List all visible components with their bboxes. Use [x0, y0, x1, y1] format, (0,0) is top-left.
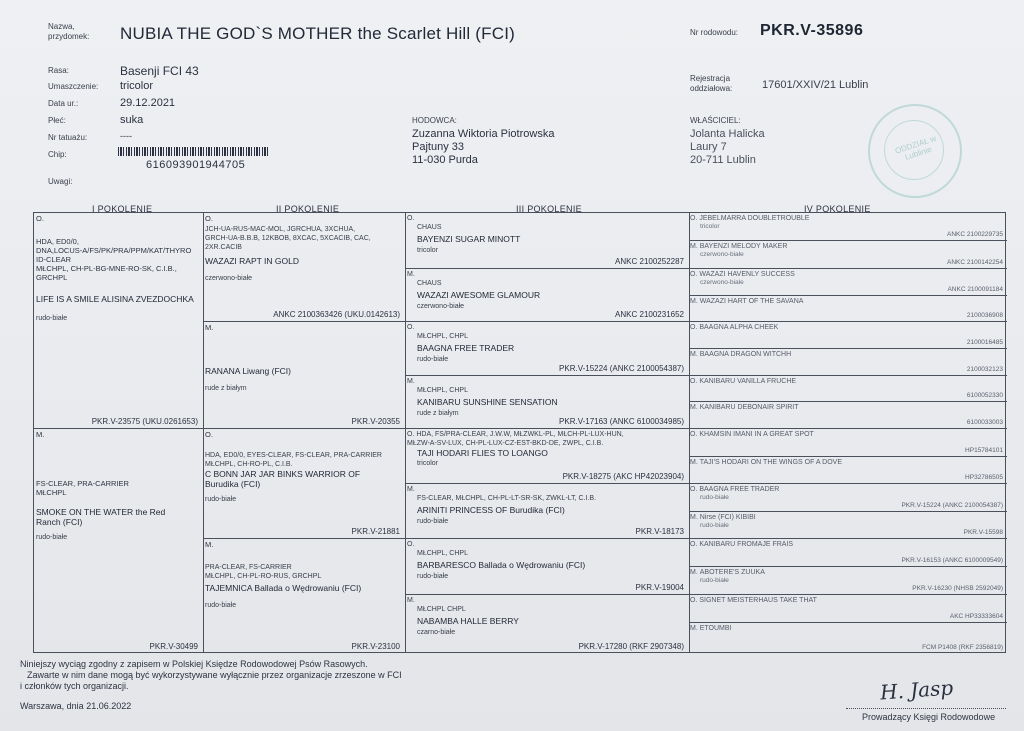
- gen3-cell-7: [407, 540, 687, 593]
- titles: HDA, ED0/0, EYES-CLEAR, FS-CLEAR, PRA-CARRIER MŁCHPL, CH-RO-PL, C.I.B.: [205, 452, 382, 468]
- registration-number: PKR.V-16153 (ANKC 6100009549): [901, 557, 1003, 564]
- gen4-cell-14: [690, 568, 1006, 593]
- dog-name: BAAGNA DRAGON WITCHH: [699, 351, 792, 358]
- registration-number: PKR.V-23100: [351, 642, 400, 651]
- titles: HDA, FS/PRA-CLEAR, J.W.W, MŁZWKL-PL, MŁCH-PL-LUX-HUN, MŁZW-A-SV-LUX, CH-PL-LUX-CZ-EST-BKD-DE, ZWPL, C.I.B.: [407, 431, 624, 447]
- sex-marker: O.: [690, 324, 698, 331]
- dog-name: KANIBARU DEBONAIR SPIRIT: [699, 404, 799, 411]
- registration-number: PKR.V-15224 (ANKC 2100054387): [901, 502, 1003, 509]
- sex-marker: O.: [205, 430, 213, 439]
- breeder-street: Pajtuny 33: [412, 141, 464, 153]
- registration-number: 6100033003: [966, 419, 1003, 426]
- owner-city: 20-711 Lublin: [690, 154, 756, 166]
- sex-marker: M.: [690, 569, 698, 576]
- sex-marker: O.: [690, 215, 698, 222]
- titles: MŁCHPL CHPL: [417, 606, 466, 613]
- registration-number: FCM P1408 (RKF 2356819): [922, 644, 1003, 651]
- sex-marker: O.: [407, 215, 415, 222]
- registration-number: ANKC 2100229735: [946, 231, 1003, 238]
- gen4-cell-12: [690, 513, 1006, 537]
- titles: CHAUS: [417, 224, 442, 231]
- pedigree-table: [33, 212, 1006, 653]
- dog-color: rudo-białe: [36, 315, 68, 322]
- dog-color: rudo-białe: [36, 534, 68, 541]
- sex-marker: O.: [36, 214, 44, 223]
- gen3-cell-8: [407, 596, 687, 652]
- sex-marker: O.: [407, 431, 415, 438]
- titles: PRA-CLEAR, FS-CARRIER MŁCHPL, CH-PL-RO-RUS, GRCHPL: [205, 564, 322, 580]
- dog-name: SIGNET MEISTERHAUS TAKE THAT: [699, 597, 817, 604]
- registration-number: ANKC 2100091184: [947, 286, 1003, 293]
- pedigree-number-label: Nr rodowodu:: [690, 28, 739, 37]
- sex-marker: O.: [690, 378, 698, 385]
- gen4-cell-5: [690, 323, 1006, 347]
- sex-marker: O.: [690, 271, 698, 278]
- notice-line-2: Zawarte w nim dane mogą być wykorzystywane wyłącznie przez organizacje zrzeszone w FCI: [27, 670, 402, 680]
- registration-number: PKR.V-15224 (ANKC 2100054387): [559, 364, 684, 373]
- titles: FS-CLEAR, MŁCHPL, CH-PL-LT-SR-SK, ZWKL-LT, C.I.B.: [417, 495, 597, 502]
- breeder-name: Zuzanna Wiktoria Piotrowska: [412, 128, 555, 140]
- dog-name: WAZAZI RAPT IN GOLD: [205, 256, 299, 266]
- dog-color: rudo-białe: [700, 522, 729, 529]
- color: tricolor: [120, 80, 154, 92]
- registration-number: PKR.V-15598: [963, 529, 1003, 536]
- gen4-cell-7: [690, 377, 1006, 400]
- sex-marker: O.: [407, 324, 415, 331]
- gen3-cell-4: [407, 377, 687, 427]
- dog-color: czerwono-białe: [700, 279, 744, 286]
- dog-color: rudo-białe: [700, 577, 729, 584]
- dob: 29.12.2021: [120, 97, 176, 109]
- notice-line-3: i członków tych organizacji.: [20, 681, 129, 691]
- registration-label: Rejestracja oddziałowa:: [690, 74, 733, 93]
- sex-marker: O.: [407, 541, 415, 548]
- registration-number: PKR.V-30499: [149, 642, 198, 651]
- sex-marker: M.: [690, 351, 698, 358]
- dog-color: czerwono-białe: [417, 303, 465, 310]
- owner-label: WŁAŚCICIEL:: [690, 116, 741, 125]
- dog-name: BAAGNA ALPHA CHEEK: [699, 324, 779, 331]
- dog-color: rudo-białe: [417, 518, 449, 525]
- registration-number: PKR.V-17280 (RKF 2907348): [578, 642, 684, 651]
- gen4-cell-1: [690, 214, 1006, 239]
- dog-color: czerwono-białe: [700, 251, 744, 258]
- registration-number: 2100032123: [966, 366, 1003, 373]
- gen3-cell-2: [407, 270, 687, 320]
- gen4-cell-13: [690, 540, 1006, 565]
- dog-name: NUBIA THE GOD`S MOTHER the Scarlet Hill (FCI): [120, 24, 516, 43]
- titles: HDA, ED0/0, DNA,LOCUS-A/FS/PK/PRA/PPM/KAT/THYRO ID-CLEAR MŁCHPL, CH-PL-BG-MNE-RO-SK, C.I.B., GRCHPL: [36, 237, 192, 282]
- signature-mark: H. Jasp: [879, 675, 954, 705]
- sex-marker: M.: [36, 430, 45, 439]
- chip-number: 616093901944705: [146, 159, 246, 171]
- titles: MŁCHPL, CHPL: [417, 550, 468, 557]
- tattoo-label: Nr tatuażu:: [48, 133, 88, 142]
- dog-name: WAZAZI HART OF THE SAVANA: [699, 298, 804, 305]
- sex-marker: O.: [690, 486, 698, 493]
- dog-name: WAZAZI HAVENLY SUCCESS: [699, 271, 795, 278]
- sex-marker: M.: [690, 459, 698, 466]
- gen4-cell-6: [690, 350, 1006, 374]
- dog-name: ABOTERE'S ZUUKA: [699, 569, 765, 576]
- registration-number: PKR.V-18173: [635, 527, 684, 536]
- dog-color: rudo-białe: [700, 494, 729, 501]
- registration-number: ANKC 2100142254: [946, 259, 1003, 266]
- sex-marker: M.: [407, 486, 415, 493]
- dog-name: BAAGNA FREE TRADER: [417, 343, 515, 353]
- owner-street: Laury 7: [690, 141, 727, 153]
- registration-number: AKC HP33333604: [949, 613, 1003, 620]
- dog-name: RANANA Liwang (FCI): [205, 366, 291, 376]
- registration-number: ANKC 2100231652: [615, 310, 684, 319]
- gen3-cell-1: [407, 214, 687, 267]
- gen2-cell-2: [205, 323, 403, 427]
- signature: [879, 675, 954, 705]
- dog-color: tricolor: [417, 460, 439, 467]
- registration-number: PKR.V-23575 (UKU.0261653): [91, 417, 198, 426]
- sex-marker: M.: [205, 540, 214, 549]
- titles: CHAUS: [417, 280, 442, 287]
- pedigree-number: PKR.V-35896: [760, 22, 864, 39]
- sex-marker: M.: [690, 625, 698, 632]
- dog-name: WAZAZI AWESOME GLAMOUR: [417, 290, 541, 300]
- dog-color: czarno-białe: [417, 629, 456, 636]
- registration-number: ANKC 2100252287: [615, 257, 684, 266]
- dog-color: rudo-białe: [205, 602, 237, 609]
- gen1-dam: [36, 430, 201, 652]
- sex-marker: O.: [690, 431, 698, 438]
- dog-name: Nirse (FCI) KIBIBI: [699, 514, 756, 521]
- gen4-cell-15: [690, 596, 1006, 621]
- dog-name: NABAMBA HALLE BERRY: [417, 616, 519, 626]
- dog-color: rudo-białe: [205, 496, 237, 503]
- sex-marker: M.: [690, 404, 698, 411]
- dog-color: rude z białym: [205, 385, 247, 392]
- dog-name: TAJEMNICA Ballada o Wędrowaniu (FCI): [205, 583, 362, 593]
- gen2-header: II POKOLENIE: [276, 204, 340, 214]
- sex-marker: M.: [407, 597, 415, 604]
- dog-name: JEBELMARRA DOUBLETROUBLE: [699, 215, 810, 222]
- tattoo: ----: [120, 131, 132, 141]
- gen2-cell-3: [205, 430, 403, 537]
- sex-label: Płeć:: [48, 116, 66, 125]
- notice-line-1: Niniejszy wyciąg zgodny z zapisem w Polskiej Księdze Rodowodowej Psów Rasowych.: [20, 659, 368, 669]
- gen3-header: III POKOLENIE: [516, 204, 582, 214]
- gen4-header: IV POKOLENIE: [804, 204, 871, 214]
- signature-line: [846, 708, 1006, 709]
- dog-color: rudo-białe: [417, 573, 449, 580]
- sex: suka: [120, 114, 144, 126]
- breed-label: Rasa:: [48, 66, 69, 75]
- dog-name: ARINITI PRINCESS OF Burudika (FCI): [417, 505, 565, 515]
- dog-color: rude z białym: [417, 410, 459, 417]
- gen3-cell-5: [407, 430, 687, 482]
- registration-number: HP32786505: [965, 474, 1003, 481]
- dog-name: C BONN JAR JAR BINKS WARRIOR OF Burudika (FCI): [205, 469, 361, 489]
- registration-number: ANKC 2100363426 (UKU.0142613): [273, 310, 400, 319]
- sex-marker: M.: [407, 271, 415, 278]
- sex-marker: M.: [690, 243, 698, 250]
- dog-name: KANIBARU VANILLA FRUCHE: [699, 378, 797, 385]
- breeder-label: HODOWCA:: [412, 116, 457, 125]
- remarks-label: Uwagi:: [48, 177, 73, 186]
- signature-caption: Prowadzący Księgi Rodowodowe: [862, 712, 996, 722]
- name-label: Nazwa, przydomek:: [48, 22, 90, 41]
- dog-name: LIFE IS A SMILE ALISINA ZVEZDOCHKA: [36, 294, 194, 304]
- sex-marker: M.: [407, 378, 415, 385]
- titles: JCH-UA-RUS-MAC-MOL, JGRCHUA, 3XCHUA, GRCH-UA-B.B.B, 12KBOB, 8XCAC, 5XCACIB, CAC, 2XR.CACIB: [205, 226, 371, 251]
- registration-number: PKR.V-16230 (NHSB 2592049): [912, 585, 1003, 592]
- registration-number: PKR.V-20355: [351, 417, 400, 426]
- titles: FS-CLEAR, PRA-CARRIER MŁCHPL: [36, 479, 129, 497]
- gen4-cell-8: [690, 403, 1006, 427]
- dog-name: BAYENZI MELODY MAKER: [699, 243, 788, 250]
- sex-marker: M.: [205, 323, 214, 332]
- sex-marker: M.: [690, 298, 698, 305]
- chip-label: Chip:: [48, 150, 67, 159]
- registration: 17601/XXIV/21 Lublin: [762, 79, 869, 91]
- sex-marker: O.: [690, 541, 698, 548]
- dog-color: rudo-białe: [417, 356, 449, 363]
- gen3-cell-6: [407, 485, 687, 537]
- gen3-cell-3: [407, 323, 687, 374]
- dog-name: ETOUMBI: [699, 625, 732, 632]
- gen4-cell-2: [690, 242, 1006, 267]
- dog-name: BAYENZI SUGAR MINOTT: [417, 234, 521, 244]
- gen4-cell-3: [690, 270, 1006, 294]
- owner-name: Jolanta Halicka: [690, 128, 765, 140]
- breeder-city: 11-030 Purda: [412, 154, 478, 166]
- dog-name: BARBARESCO Ballada o Wędrowaniu (FCI): [417, 560, 586, 570]
- registration-number: PKR.V-18275 (AKC HP42023904): [562, 472, 684, 481]
- dog-color: czerwono-białe: [205, 275, 253, 282]
- titles: MŁCHPL, CHPL: [417, 387, 468, 394]
- dog-name: SMOKE ON THE WATER the Red Ranch (FCI): [36, 507, 166, 527]
- registration-number: 2100036908: [966, 312, 1003, 319]
- registration-number: 2100016485: [966, 339, 1003, 346]
- gen4-cell-11: [690, 485, 1006, 510]
- gen4-cell-10: [690, 458, 1006, 482]
- registration-number: 6100052330: [966, 392, 1003, 399]
- registration-number: PKR.V-19004: [635, 583, 684, 592]
- dog-color: tricolor: [417, 247, 439, 254]
- gen1-header: I POKOLENIE: [92, 204, 153, 214]
- dob-label: Data ur.:: [48, 99, 79, 108]
- breed: Basenji FCI 43: [120, 64, 199, 78]
- registration-number: PKR.V-17163 (ANKC 6100034985): [559, 417, 684, 426]
- sex-marker: M.: [690, 514, 698, 521]
- dog-name: KANIBARU SUNSHINE SENSATION: [417, 397, 558, 407]
- sex-marker: O.: [690, 597, 698, 604]
- dog-name: KANIBARU FROMAJE FRAIS: [699, 541, 794, 548]
- gen1-sire: [36, 214, 201, 427]
- gen2-cell-1: [205, 214, 403, 320]
- branch-stamp: [868, 104, 962, 198]
- dog-name: TAJI HODARI FLIES TO LOANGO: [417, 448, 548, 458]
- gen4-cell-9: [690, 430, 1006, 455]
- gen2-cell-4: [205, 540, 403, 652]
- gen4-cell-4: [690, 297, 1006, 320]
- sex-marker: O.: [205, 214, 213, 223]
- dog-name: BAAGNA FREE TRADER: [699, 486, 780, 493]
- dog-name: KHAMSIN IMANI IN A GREAT SPOT: [699, 431, 814, 438]
- dog-color: tricolor: [700, 223, 720, 230]
- registration-number: HP15784101: [965, 447, 1003, 454]
- color-label: Umaszczenie:: [48, 82, 99, 91]
- titles: MŁCHPL, CHPL: [417, 333, 468, 340]
- registration-number: PKR.V-21881: [351, 527, 400, 536]
- dog-name: TAJI'S HODARI ON THE WINGS OF A DOVE: [699, 459, 842, 466]
- chip-barcode: [118, 147, 270, 156]
- gen4-cell-16: [690, 624, 1006, 652]
- place-date: Warszawa, dnia 21.06.2022: [20, 701, 132, 711]
- stamp-text: ODDZIAŁ w Lublinie: [893, 133, 938, 162]
